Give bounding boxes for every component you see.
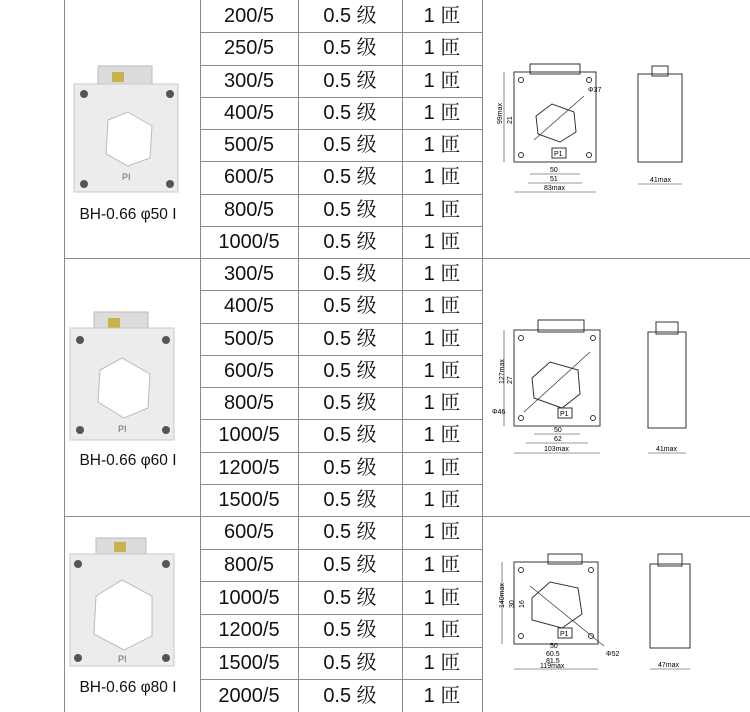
ratio-cell: 1000/5 [218, 230, 280, 253]
svg-text:50: 50 [554, 427, 562, 434]
turns-cell: 1 匝 [423, 684, 461, 707]
accuracy-class-cell: 0.5 级 [323, 101, 377, 124]
accuracy-class-cell: 0.5 级 [323, 198, 377, 221]
turns-cell: 1 匝 [423, 69, 461, 92]
accuracy-class-cell: 0.5 级 [323, 263, 377, 286]
table-rule [200, 290, 482, 291]
turns-cell: 1 匝 [423, 619, 461, 642]
ratio-cell: 2000/5 [218, 684, 280, 707]
dimension-drawing [484, 316, 694, 467]
turns-cell: 1 匝 [423, 488, 461, 511]
turns-cell: 1 匝 [423, 359, 461, 382]
turns-cell: 1 匝 [423, 456, 461, 479]
svg-text:119max: 119max [540, 663, 565, 670]
svg-text:PI: PI [118, 424, 127, 434]
table-rule [200, 419, 482, 420]
svg-text:83max: 83max [544, 185, 566, 192]
svg-text:99max: 99max [497, 102, 504, 124]
turns-cell: 1 匝 [423, 295, 461, 318]
svg-text:103max: 103max [544, 446, 569, 453]
svg-text:Φ37: Φ37 [588, 87, 602, 94]
table-rule [64, 516, 750, 517]
accuracy-class-cell: 0.5 级 [323, 586, 377, 609]
ratio-cell: 1500/5 [218, 652, 280, 674]
model-label: BH-0.66 φ50 I [79, 206, 177, 223]
table-rule [200, 129, 482, 130]
table-rule [200, 549, 482, 550]
turns-cell: 1 匝 [423, 101, 461, 124]
table-rule [200, 452, 482, 453]
svg-text:P1: P1 [554, 151, 563, 158]
svg-text:Φ52: Φ52 [606, 651, 620, 658]
turns-cell: 1 匝 [423, 37, 461, 60]
table-rule [64, 258, 750, 259]
table-rule [200, 194, 482, 195]
model-label: BH-0.66 φ60 I [79, 452, 177, 469]
svg-text:50: 50 [550, 643, 558, 650]
svg-text:127max: 127max [499, 359, 506, 384]
table-rule [200, 32, 482, 33]
ratio-cell: 800/5 [223, 553, 275, 576]
ratio-cell: 1000/5 [218, 586, 280, 609]
turns-cell: 1 匝 [423, 586, 461, 609]
svg-text:41max: 41max [656, 446, 678, 453]
accuracy-class-cell: 0.5 级 [323, 424, 377, 447]
turns-cell: 1 匝 [423, 134, 461, 157]
table-rule [200, 679, 482, 680]
ratio-cell: 600/5 [223, 166, 275, 189]
ratio-cell: 300/5 [223, 263, 275, 286]
accuracy-class-cell: 0.5 级 [323, 37, 377, 60]
ratio-cell: 1000/5 [218, 424, 280, 447]
ratio-cell: 200/5 [223, 5, 275, 28]
accuracy-class-cell: 0.5 级 [323, 166, 377, 189]
svg-text:41max: 41max [650, 177, 672, 184]
accuracy-class-cell: 0.5 级 [323, 521, 377, 544]
svg-text:51: 51 [550, 176, 558, 183]
svg-text:140max: 140max [499, 583, 506, 608]
svg-text:47max: 47max [658, 662, 680, 669]
accuracy-class-cell: 0.5 级 [323, 684, 377, 707]
ratio-cell: 400/5 [223, 101, 275, 124]
ratio-cell: 800/5 [223, 198, 275, 221]
svg-text:50: 50 [550, 167, 558, 174]
accuracy-class-cell: 0.5 级 [323, 488, 377, 511]
svg-text:PI: PI [118, 654, 127, 664]
turns-cell: 1 匝 [423, 424, 461, 447]
table-rule [200, 581, 482, 582]
table-rule [200, 647, 482, 648]
accuracy-class-cell: 0.5 级 [323, 553, 377, 576]
svg-text:27: 27 [507, 376, 514, 384]
turns-cell: 1 匝 [423, 166, 461, 189]
svg-text:21: 21 [507, 116, 514, 124]
product-photo [66, 308, 186, 453]
accuracy-class-cell: 0.5 级 [323, 456, 377, 479]
turns-cell: 1 匝 [423, 263, 461, 286]
svg-text:Φ46: Φ46 [492, 409, 506, 416]
table-rule [200, 484, 482, 485]
accuracy-class-cell: 0.5 级 [323, 619, 377, 642]
accuracy-class-cell: 0.5 级 [323, 134, 377, 157]
table-rule [200, 161, 482, 162]
table-rule [200, 226, 482, 227]
dimension-drawing [484, 60, 694, 205]
turns-cell: 1 匝 [423, 521, 461, 544]
accuracy-class-cell: 0.5 级 [323, 5, 377, 28]
table-rule [200, 614, 482, 615]
ratio-cell: 600/5 [223, 359, 275, 382]
ratio-cell: 1200/5 [218, 456, 280, 479]
turns-cell: 1 匝 [423, 198, 461, 221]
table-rule [200, 323, 482, 324]
svg-text:16: 16 [519, 600, 526, 608]
table-rule [200, 355, 482, 356]
svg-text:62: 62 [554, 436, 562, 443]
svg-text:P1: P1 [560, 411, 569, 418]
accuracy-class-cell: 0.5 级 [323, 327, 377, 350]
table-rule [200, 97, 482, 98]
ratio-cell: 1200/5 [218, 619, 280, 642]
accuracy-class-cell: 0.5 级 [323, 69, 377, 92]
turns-cell: 1 匝 [423, 652, 461, 674]
ratio-cell: 1500/5 [218, 488, 280, 511]
accuracy-class-cell: 0.5 级 [323, 652, 377, 674]
turns-cell: 1 匝 [423, 392, 461, 415]
turns-cell: 1 匝 [423, 5, 461, 28]
svg-text:PI: PI [122, 172, 131, 182]
ratio-cell: 600/5 [223, 521, 275, 544]
accuracy-class-cell: 0.5 级 [323, 359, 377, 382]
svg-text:60.5: 60.5 [546, 651, 560, 658]
product-photo [66, 534, 186, 679]
ratio-cell: 300/5 [223, 69, 275, 92]
turns-cell: 1 匝 [423, 327, 461, 350]
turns-cell: 1 匝 [423, 553, 461, 576]
svg-text:P1: P1 [560, 631, 569, 638]
accuracy-class-cell: 0.5 级 [323, 392, 377, 415]
model-label: BH-0.66 φ80 I [79, 679, 177, 696]
table-rule [200, 65, 482, 66]
accuracy-class-cell: 0.5 级 [323, 295, 377, 318]
svg-text:81.5: 81.5 [546, 658, 560, 665]
ratio-cell: 400/5 [223, 295, 275, 318]
dimension-drawing [484, 548, 694, 679]
table-rule [200, 387, 482, 388]
ratio-cell: 800/5 [223, 392, 275, 415]
ratio-cell: 500/5 [223, 327, 275, 350]
ratio-cell: 500/5 [223, 134, 275, 157]
accuracy-class-cell: 0.5 级 [323, 230, 377, 253]
ratio-cell: 250/5 [223, 37, 275, 60]
turns-cell: 1 匝 [423, 230, 461, 253]
product-photo [70, 62, 190, 207]
svg-text:30: 30 [509, 600, 516, 608]
